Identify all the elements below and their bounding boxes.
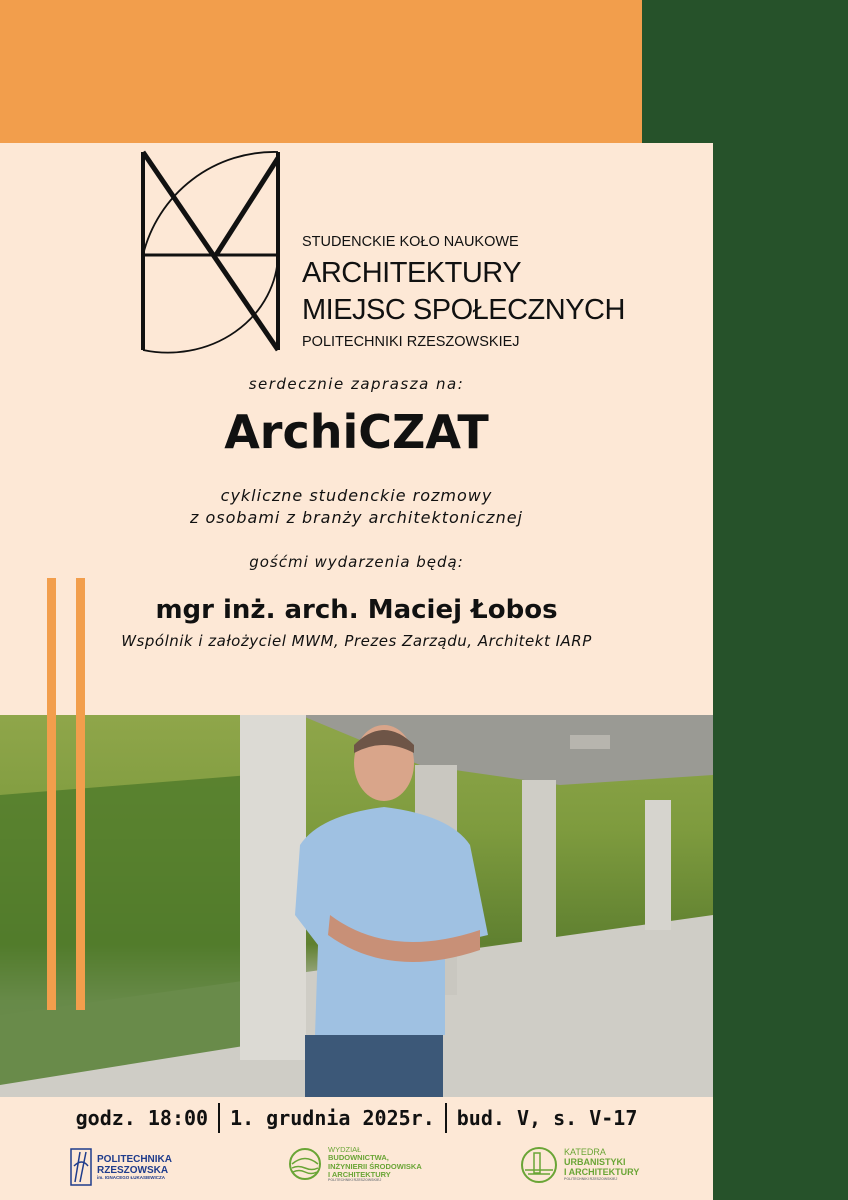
skn-logo-mark [138, 148, 286, 356]
sponsor-small: im. IGNACEGO ŁUKASIEWICZA [97, 1174, 166, 1180]
decorative-bar-left [47, 578, 56, 1010]
photo-scene [0, 715, 713, 1097]
event-time: godz. 18:00 [75, 1106, 209, 1130]
sponsor-line: INŻYNIERII ŚRODOWISKA [328, 1161, 422, 1171]
sponsor-line: POLITECHNIKA [97, 1153, 172, 1165]
divider [218, 1103, 220, 1133]
sponsor-top: WYDZIAŁ [328, 1145, 362, 1154]
event-details [0, 1103, 713, 1133]
sponsor-wydzial [288, 1146, 422, 1183]
logo-line-3: MIEJSC SPOŁECZNYCH [302, 294, 625, 326]
sponsor-line: I ARCHITEKTURY [328, 1169, 391, 1179]
guest-photo [0, 715, 713, 1097]
guest-name: mgr inż. arch. Maciej Łobos [155, 595, 558, 625]
event-title: ArchiCZAT [224, 405, 489, 459]
guests-label: gośćmi wydarzenia będą: [249, 553, 464, 571]
sponsor-small: POLITECHNIKI RZESZOWSKIEJ [564, 1176, 618, 1181]
sponsor-line: RZESZOWSKA [97, 1164, 169, 1176]
sponsor-line: URBANISTYKI [564, 1157, 626, 1168]
sponsor-small: POLITECHNIKI RZESZOWSKIEJ [328, 1178, 382, 1182]
politechnika-logo-icon [70, 1148, 92, 1186]
subtitle-line-1: cykliczne studenckie rozmowy [220, 486, 493, 505]
katedra-logo-icon [520, 1146, 558, 1184]
logo-line-4: POLITECHNIKI RZESZOWSKIEJ [302, 334, 520, 350]
guest-role: Wspólnik i założyciel MWM, Prezes Zarządu, Architekt IARP [121, 632, 592, 650]
event-date: 1. grudnia 2025r. [230, 1106, 435, 1130]
divider [445, 1103, 447, 1133]
logo-line-2: ARCHITEKTURY [302, 257, 522, 289]
orange-band [0, 0, 642, 143]
logo-line-1: STUDENCKIE KOŁO NAUKOWE [302, 234, 519, 250]
decorative-bar-right [76, 578, 85, 1010]
sponsor-politechnika [70, 1148, 172, 1186]
sponsor-line: BUDOWNICTWA, [328, 1153, 389, 1163]
sponsor-top: KATEDRA [564, 1147, 606, 1158]
sponsor-line: I ARCHITEKTURY [564, 1167, 640, 1178]
event-place: bud. V, s. V-17 [456, 1106, 638, 1130]
subtitle-line-2: z osobami z branży architektonicznej [189, 508, 523, 527]
wydzial-logo-icon [288, 1147, 322, 1181]
invite-text: serdecznie zaprasza na: [248, 375, 465, 393]
sponsor-katedra [520, 1146, 639, 1184]
